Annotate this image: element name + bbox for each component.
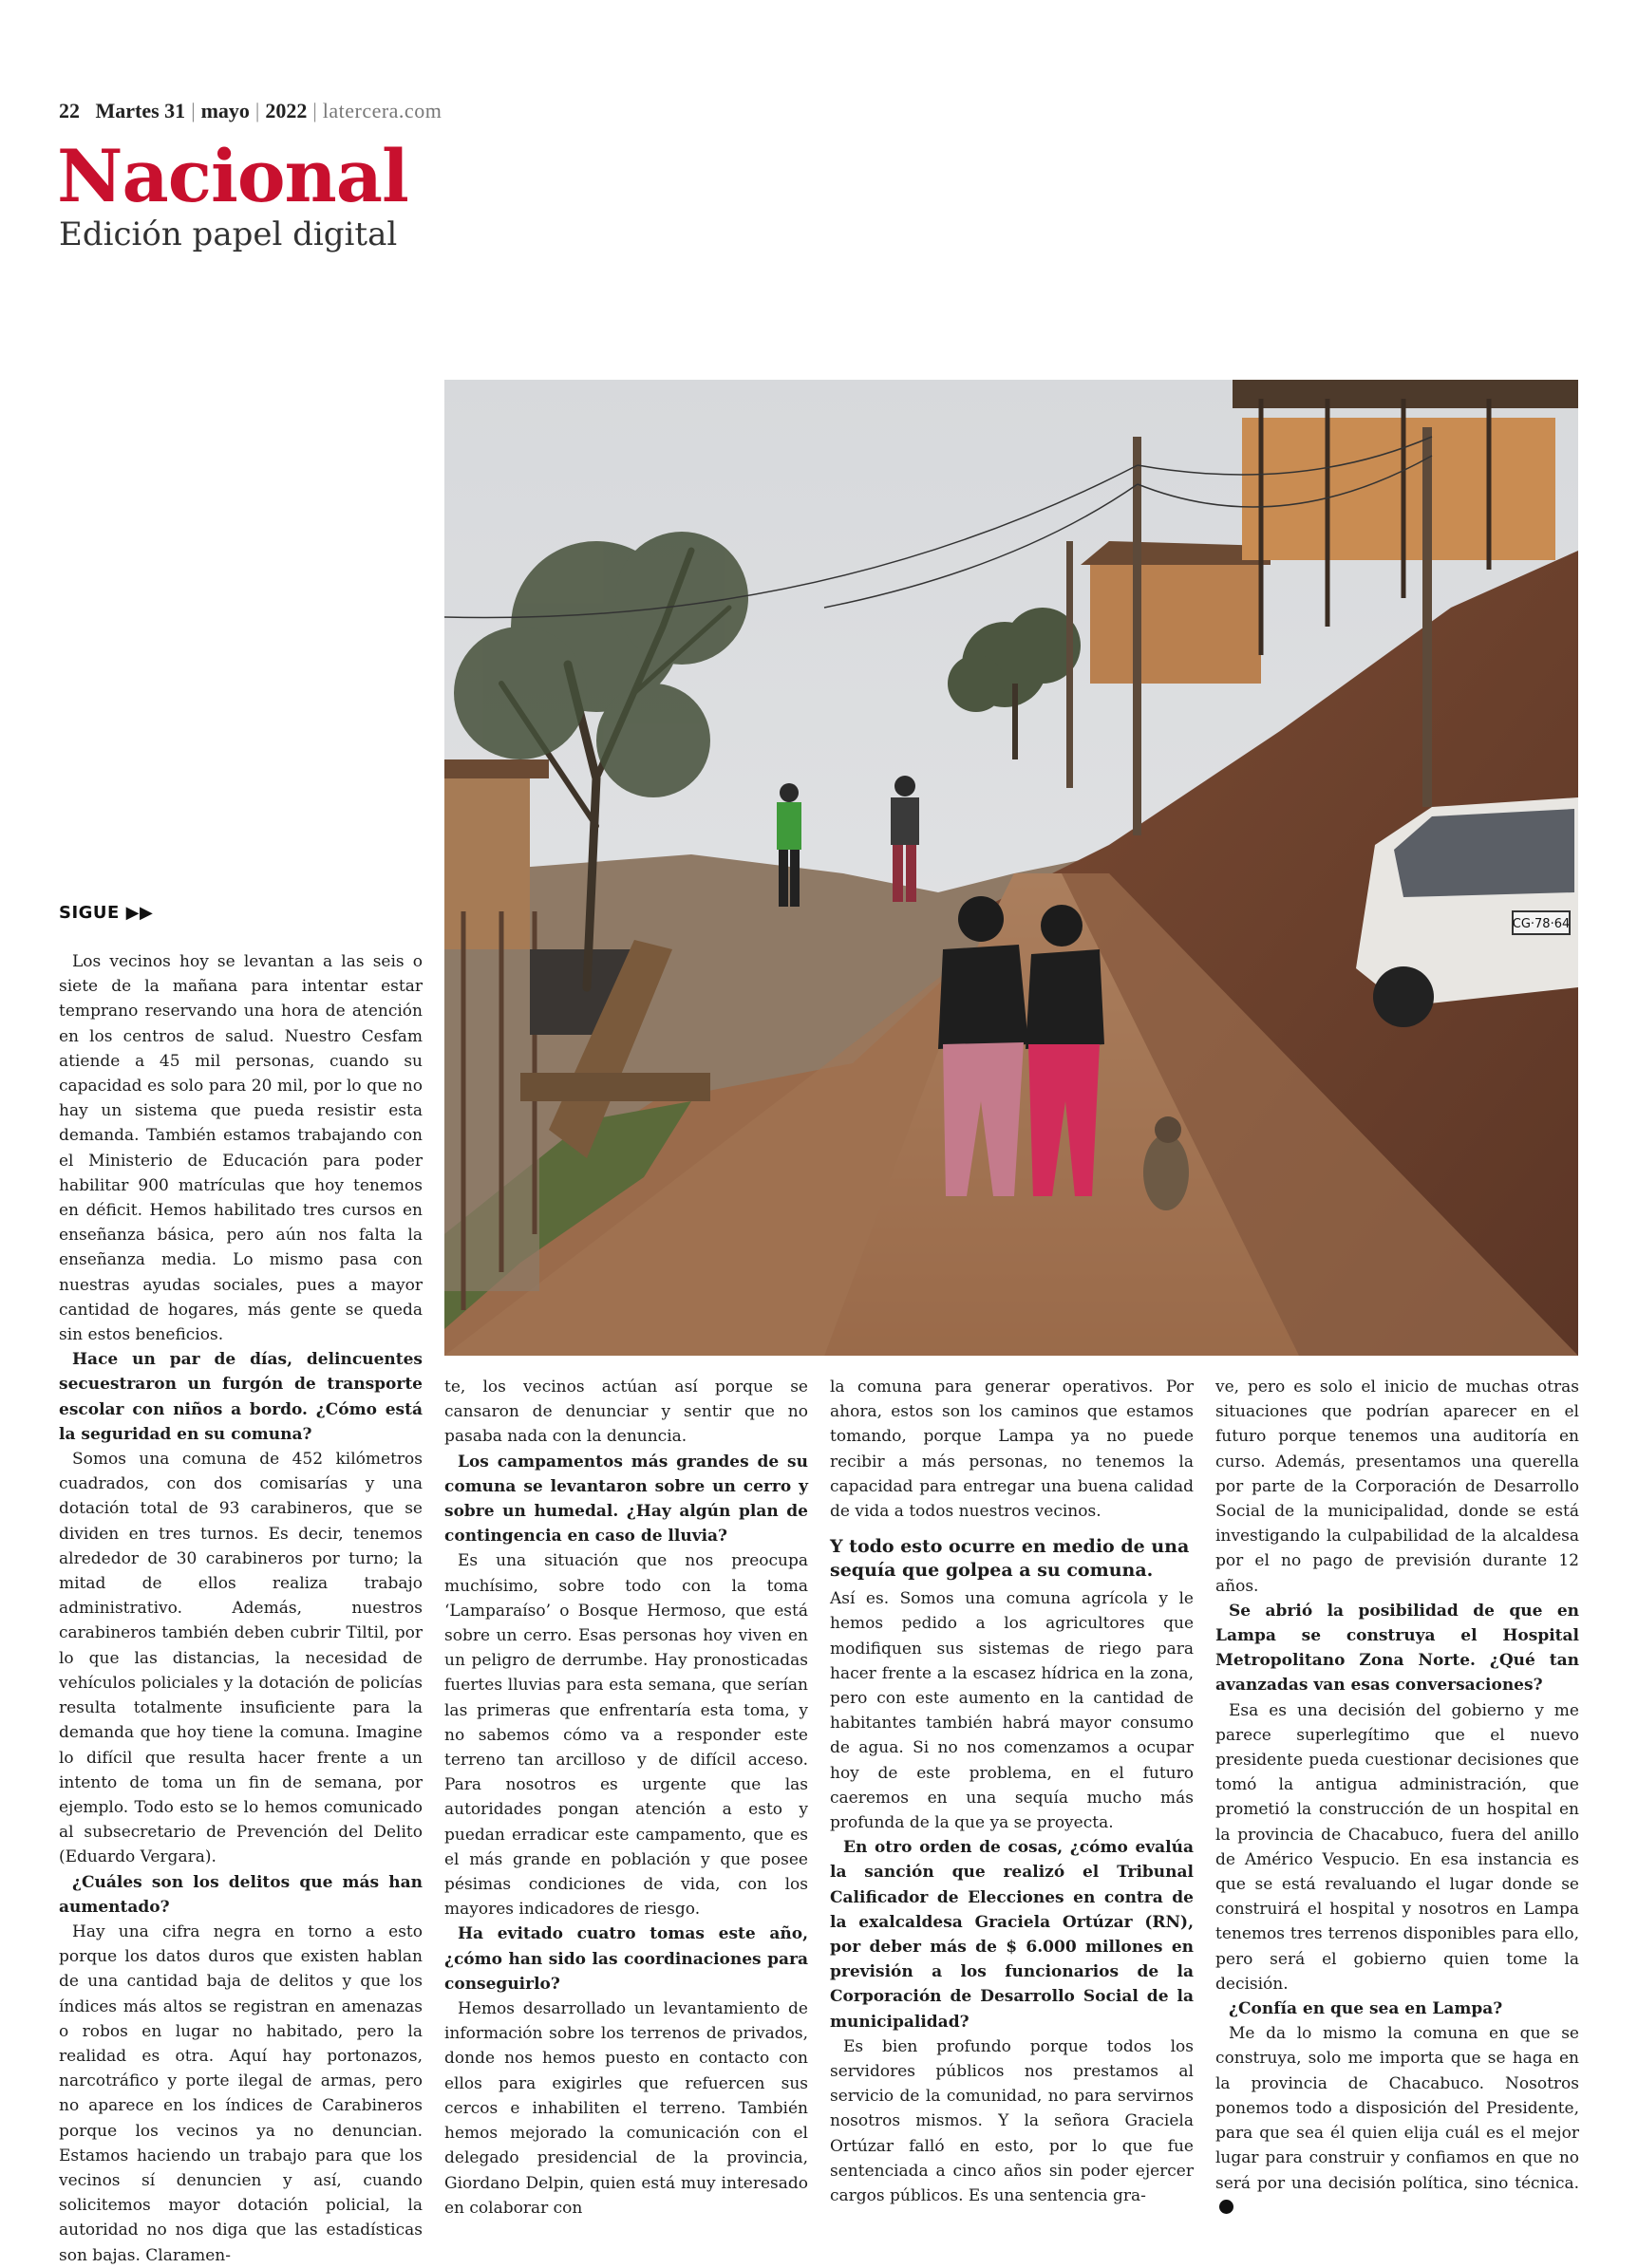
answer-paragraph bbox=[444, 1375, 808, 1450]
paragraph-text: Ha evitado cuatro tomas este año, ¿cómo han sido las coordinaciones para conseguirlo? bbox=[444, 1924, 808, 1994]
answer-paragraph bbox=[444, 1548, 808, 1921]
answer-paragraph bbox=[830, 1375, 1194, 1524]
license-plate: CG·78·64 bbox=[1512, 917, 1571, 931]
sigue-label: SIGUE ▶▶ bbox=[59, 903, 154, 923]
interview-question bbox=[59, 1870, 423, 1920]
paragraph-text: Me da lo mismo la comuna en que se construya, solo me importa que se haga en la provincia de Chacabuco. Nosotros ponemos todo a disposición del Presidente, para que sea él quien elija cuál es el mejor lugar para construir y confiamos en que no será por una decisión política, sino técnica. bbox=[1215, 2024, 1579, 2193]
section-subtitle: Edición papel digital bbox=[59, 216, 398, 253]
interview-question bbox=[444, 1450, 808, 1549]
interview-question bbox=[59, 1347, 423, 1447]
date-year: 2022 bbox=[265, 99, 308, 122]
subheading bbox=[830, 1535, 1194, 1583]
page-number: 22 bbox=[59, 99, 80, 122]
paragraph-text: Somos una comuna de 452 kilómetros cuadrados, con dos comisarías y una dotación total de 93 carabineros, que se dividen en tres turnos. Es decir, tenemos alrededor de 30 carabineros por turno; la mitad de ellos realiza trabajo administrativo. Además, nuestros carabineros también deben cubrir Tiltil, por lo que las distancias, la necesidad de vehículos policiales y la dotación de policías resulta totalmente insuficiente para la demanda que hoy tiene la comuna. Imagine lo difícil que resulta hacer frente a un intento de toma un fin de semana, por ejemplo. Todo esto se lo hemos comunicado al subsecretario de Prevención del Delito (Eduardo Vergara). bbox=[59, 1450, 423, 1867]
article-photo bbox=[444, 380, 1578, 1356]
site-name: latercera.com bbox=[322, 99, 442, 122]
paragraph-text: Hemos desarrollado un levantamiento de información sobre los terrenos de privados, donde nos hemos puesto en contacto con ellos para exigirles que refuercen sus cercos e inhabiliten el terreno. También hemos mejorado la comunicación con el delegado presidencial de la provincia, Giordano Delpin, quien está muy interesado en colaborar con bbox=[444, 1999, 808, 2218]
paragraph-text: Así es. Somos una comuna agrícola y le hemos pedido a los agricultores que modifiquen sus sistemas de riego para hacer frente a la escasez hídrica en la zona, pero con este aumento en la cantidad de habitantes también habrá mayor consumo de agua. Si no nos comenzamos a ocupar hoy de este problema, en el futuro caeremos en una sequía mucho más profunda de la que ya se proyecta. bbox=[830, 1589, 1194, 1833]
paragraph-text: la comuna para generar operativos. Por ahora, estos son los caminos que estamos tomando, porque Lampa ya no puede recibir a más personas, no tenemos la capacidad para entregar una buena calidad de vida a todos nuestros vecinos. bbox=[830, 1378, 1194, 1522]
article-column-1 bbox=[59, 949, 423, 2268]
paragraph-text: Los campamentos más grandes de su comuna se levantaron sobre un cerro y sobre un humedal. ¿Hay algún plan de contingencia en caso de lluvia? bbox=[444, 1452, 808, 1546]
paragraph-text: En otro orden de cosas, ¿cómo evalúa la sanción que realizó el Tribunal Calificador de Elecciones en contra de la exalcaldesa Graciela Ortúzar (RN), por deber más de $ 6.000 millones en previsión a los funcionarios de la Corporación de Desarrollo Social de la municipalidad? bbox=[830, 1838, 1194, 2032]
article-column-2 bbox=[444, 1375, 808, 2221]
paragraph-text: ve, pero es solo el inicio de muchas otras situaciones que podrían aparecer en el futuro porque tenemos una auditoría en curso. Además, presentamos una querella por parte de la Corporación de Desarrollo Social de la municipalidad, donde se está investigando la culpabilidad de la alcaldesa por el no pago de previsión durante 12 años. bbox=[1215, 1378, 1579, 1596]
article-column-4 bbox=[1215, 1375, 1579, 2221]
paragraph-text: Se abrió la posibilidad de que en Lampa se construya el Hospital Metropolitano Zona Norte. ¿Qué tan avanzadas van esas conversaciones? bbox=[1215, 1601, 1579, 1696]
answer-paragraph bbox=[1215, 2021, 1579, 2221]
paragraph-text: ¿Cuáles son los delitos que más han aumentado? bbox=[59, 1872, 423, 1917]
answer-paragraph bbox=[59, 1447, 423, 1869]
paragraph-text: Los vecinos hoy se levantan a las seis o siete de la mañana para intentar estar temprano reservando una hora de atención en los centros de salud. Nuestro Cesfam atiende a 45 mil personas, cuando su capacidad es solo para 20 mil, por lo que no hay un sistema que pueda resistir esta demanda. También estamos trabajando con el Ministerio de Educación para poder habilitar 900 matrículas que hoy tenemos en déficit. Hemos habilitado tres cursos en enseñanza básica, pero aún nos falta la enseñanza media. Lo mismo pasa con nuestras ayudas sociales, pues a mayor cantidad de hogares, más gente se queda sin estos beneficios. bbox=[59, 952, 423, 1345]
paragraph-text: Es una situación que nos preocupa muchísimo, sobre todo con la toma ‘Lamparaíso’ o Bosque Hermoso, que está sobre un cerro. Esas personas hoy viven en un peligro de derrumbe. Hay pronosticadas fuertes lluvias para esta semana, que serían las primeras que enfrentaría esta toma, y no sabemos cómo va a responder este terreno tan arcilloso y de difícil acceso. Para nosotros es urgente que las autoridades pongan atención a esto y puedan erradicar este campamento, que es el más grande en población y que posee pésimas condiciones de vida, con los mayores indicadores de riesgo. bbox=[444, 1551, 808, 1920]
answer-paragraph bbox=[1215, 1698, 1579, 1996]
paragraph-text: Es bien profundo porque todos los servidores públicos nos prestamos al servicio de la comunidad, no para servirnos nosotros mismos. Y la señora Graciela Ortúzar falló en esto, por lo que fue sentenciada a cinco años sin poder ejercer cargos públicos. Es una sentencia gra- bbox=[830, 2036, 1194, 2206]
end-mark-icon bbox=[1219, 2200, 1233, 2214]
page-header: 22 Martes 31 | mayo | 2022 | latercera.com bbox=[59, 99, 442, 122]
interview-question bbox=[444, 1921, 808, 1996]
answer-paragraph bbox=[1215, 1375, 1579, 1599]
answer-paragraph bbox=[59, 949, 423, 1347]
answer-paragraph bbox=[444, 1996, 808, 2221]
section-title: Nacional bbox=[57, 134, 408, 218]
answer-paragraph bbox=[830, 1586, 1194, 1835]
date-month: mayo bbox=[200, 99, 250, 122]
paragraph-text: te, los vecinos actúan así porque se cansaron de denunciar y sentir que no pasaba nada con la denuncia. bbox=[444, 1378, 808, 1447]
paragraph-text: Y todo esto ocurre en medio de una sequía que golpea a su comuna. bbox=[830, 1536, 1190, 1582]
article-column-3 bbox=[830, 1375, 1194, 2208]
paragraph-text: ¿Confía en que sea en Lampa? bbox=[1229, 1999, 1503, 2019]
interview-question bbox=[830, 1835, 1194, 2034]
interview-question bbox=[1215, 1599, 1579, 1698]
answer-paragraph bbox=[830, 2034, 1194, 2208]
interview-question bbox=[1215, 1996, 1579, 2021]
answer-paragraph bbox=[59, 1920, 423, 2268]
paragraph-text: Hay una cifra negra en torno a esto porque los datos duros que existen hablan de una cantidad baja de delitos y que los índices más altos se registran en amenazas o robos en lugar no habitado, pero la realidad es otra. Aquí hay portonazos, narcotráfico y porte ilegal de armas, pero no aparece en los índices de Carabineros porque los vecinos ya no denuncian. Estamos haciendo un trabajo para que los vecinos sí denuncien y así, cuando solicitemos mayor dotación policial, la autoridad no nos diga que las estadísticas son bajas. Claramen- bbox=[59, 1921, 423, 2265]
paragraph-text: Hace un par de días, delincuentes secuestraron un furgón de transporte escolar con niños a bordo. ¿Cómo está la seguridad en su comuna? bbox=[59, 1350, 423, 1444]
paragraph-text: Esa es una decisión del gobierno y me parece superlegítimo que el nuevo presidente pueda cuestionar decisiones que tomó la antigua administración, que prometió la construcción de un hospital en la provincia de Chacabuco, fuera del anillo de Américo Vespucio. En esa instancia es que se está revaluando el lugar donde se construirá el hospital y nosotros en Lampa tenemos tres terrenos disponibles para ello, pero será el gobierno quien tome la decisión. bbox=[1215, 1700, 1579, 1994]
date-day: Martes 31 bbox=[95, 99, 186, 122]
